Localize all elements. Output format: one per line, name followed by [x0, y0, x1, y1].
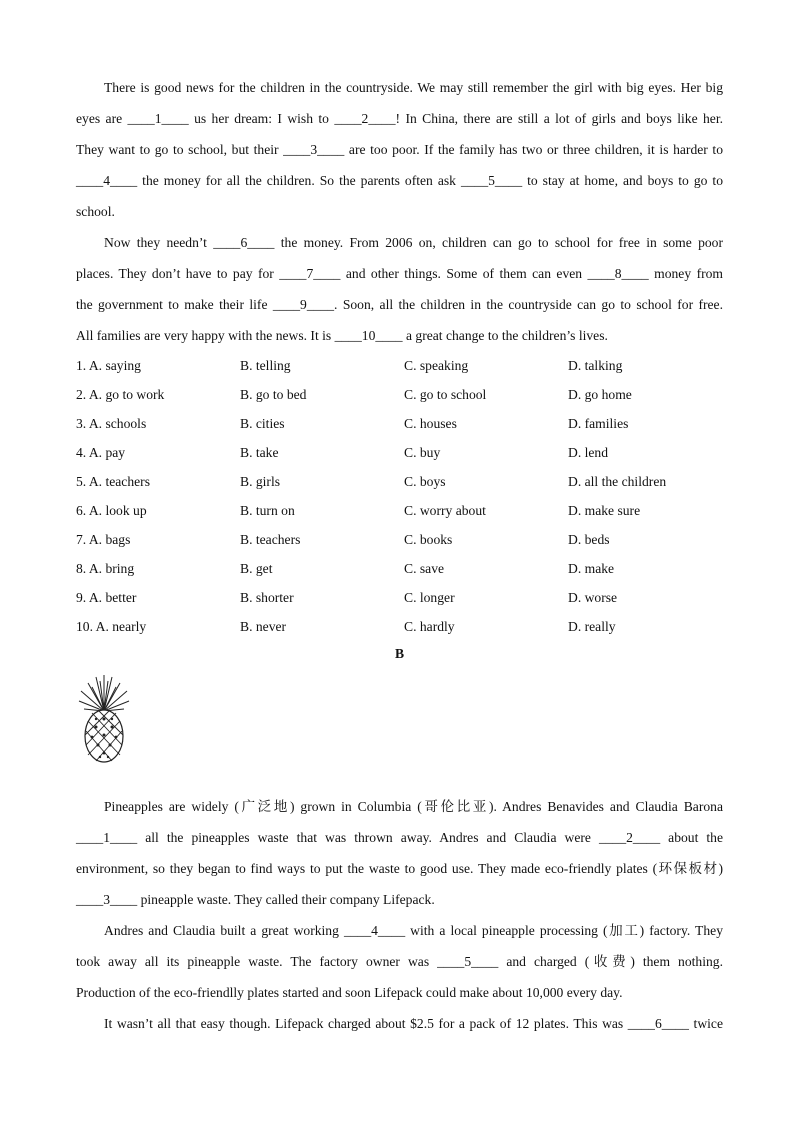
passage-b-paragraph-3	[76, 1008, 723, 1039]
text-line: It wasn’t all that easy though. Lifepack charged about $2.5 for a pack of 12 plates. This was ____6____ twice	[104, 1016, 723, 1031]
option-b: B. shorter	[240, 589, 294, 605]
option-row	[76, 351, 723, 380]
text-line: Now they needn’t ____6____ the money. From 2006 on, children can go to school for free in some poor	[104, 235, 723, 250]
option-row	[76, 380, 723, 409]
option-d: D. lend	[568, 444, 609, 460]
text-line: eyes are ____1____ us her dream: I wish to ____2____! In China, there are still a lot of girls and boys like her.	[76, 111, 723, 126]
passage-a-paragraph-1	[76, 72, 723, 227]
section-b-heading: B	[394, 646, 405, 661]
option-c: C. boys	[404, 473, 446, 489]
option-d: D. really	[568, 618, 616, 634]
option-b: B. go to bed	[240, 386, 307, 402]
text-line: They want to go to school, but their ____3____ are too poor. If the family has two or three children, it is harder to	[76, 142, 723, 157]
option-b: B. telling	[240, 357, 291, 373]
option-b: B. take	[240, 444, 279, 460]
option-a: 3. A. schools	[76, 415, 147, 431]
text-line: environment, so they began to find ways to put the waste to good use. They made eco-friendly plates (环保板材)	[76, 861, 723, 876]
option-a: 5. A. teachers	[76, 473, 150, 489]
option-b: B. turn on	[240, 502, 295, 518]
option-b: B. never	[240, 618, 287, 634]
text-line: the government to make their life ____9____. Soon, all the children in the countryside can go to school for free.	[76, 297, 723, 312]
option-a: 2. A. go to work	[76, 386, 165, 402]
option-d: D. go home	[568, 386, 632, 402]
option-c: C. buy	[404, 444, 441, 460]
text-line: places. They don’t have to pay for ____7____ and other things. Some of them can even ____8____ money from	[76, 266, 723, 281]
document-page	[76, 72, 723, 1039]
text-line: Pineapples are widely (广泛地) grown in Columbia (哥伦比亚). Andres Benavides and Claudia Barona	[104, 799, 723, 814]
option-row	[76, 554, 723, 583]
option-d: D. make sure	[568, 502, 641, 518]
option-a: 10. A. nearly	[76, 618, 147, 634]
option-c: C. save	[404, 560, 445, 576]
option-row	[76, 525, 723, 554]
text-line: There is good news for the children in the countryside. We may still remember the girl with big eyes. Her big	[104, 80, 723, 95]
option-c: C. go to school	[404, 386, 487, 402]
option-a: 6. A. look up	[76, 502, 147, 518]
pineapple-icon	[76, 673, 132, 765]
option-b: B. cities	[240, 415, 285, 431]
option-row	[76, 612, 723, 641]
option-d: D. all the children	[568, 473, 667, 489]
option-row	[76, 438, 723, 467]
option-a: 1. A. saying	[76, 357, 141, 373]
option-b: B. get	[240, 560, 273, 576]
option-row	[76, 467, 723, 496]
passage-a-paragraph-2	[76, 227, 723, 351]
option-b: B. girls	[240, 473, 281, 489]
text-line: Andres and Claudia built a great working ____4____ with a local pineapple processing (加工) factory. They	[104, 923, 723, 938]
option-b: B. teachers	[240, 531, 301, 547]
option-row	[76, 583, 723, 612]
option-a: 4. A. pay	[76, 444, 126, 460]
option-d: D. beds	[568, 531, 610, 547]
option-a: 9. A. better	[76, 589, 137, 605]
option-c: C. hardly	[404, 618, 455, 634]
text-line: All families are very happy with the news. It is ____10____ a great change to the children’s lives.	[76, 328, 608, 343]
option-row	[76, 409, 723, 438]
text-line: Production of the eco-friendlly plates started and soon Lifepack could make about 10,000 every day.	[76, 985, 623, 1000]
passage-b-paragraph-1	[76, 791, 723, 915]
option-c: C. longer	[404, 589, 455, 605]
option-a: 8. A. bring	[76, 560, 135, 576]
option-c: C. houses	[404, 415, 457, 431]
passage-b-paragraph-2	[76, 915, 723, 1008]
option-c: C. worry about	[404, 502, 486, 518]
option-a: 7. A. bags	[76, 531, 131, 547]
option-d: D. families	[568, 415, 629, 431]
option-row	[76, 496, 723, 525]
option-d: D. worse	[568, 589, 618, 605]
option-d: D. talking	[568, 357, 623, 373]
answer-options	[76, 351, 723, 641]
text-line: ____3____ pineapple waste. They called their company Lifepack.	[76, 892, 435, 907]
text-line: school.	[76, 204, 115, 219]
option-c: C. books	[404, 531, 453, 547]
text-line: ____4____ the money for all the children. So the parents often ask ____5____ to stay at home, and boys to go to	[76, 173, 723, 188]
option-d: D. make	[568, 560, 615, 576]
text-line: took away all its pineapple waste. The factory owner was ____5____ and charged (收费) them nothing.	[76, 954, 723, 969]
option-c: C. speaking	[404, 357, 469, 373]
text-line: ____1____ all the pineapples waste that was thrown away. Andres and Claudia were ____2____ about the	[76, 830, 723, 845]
